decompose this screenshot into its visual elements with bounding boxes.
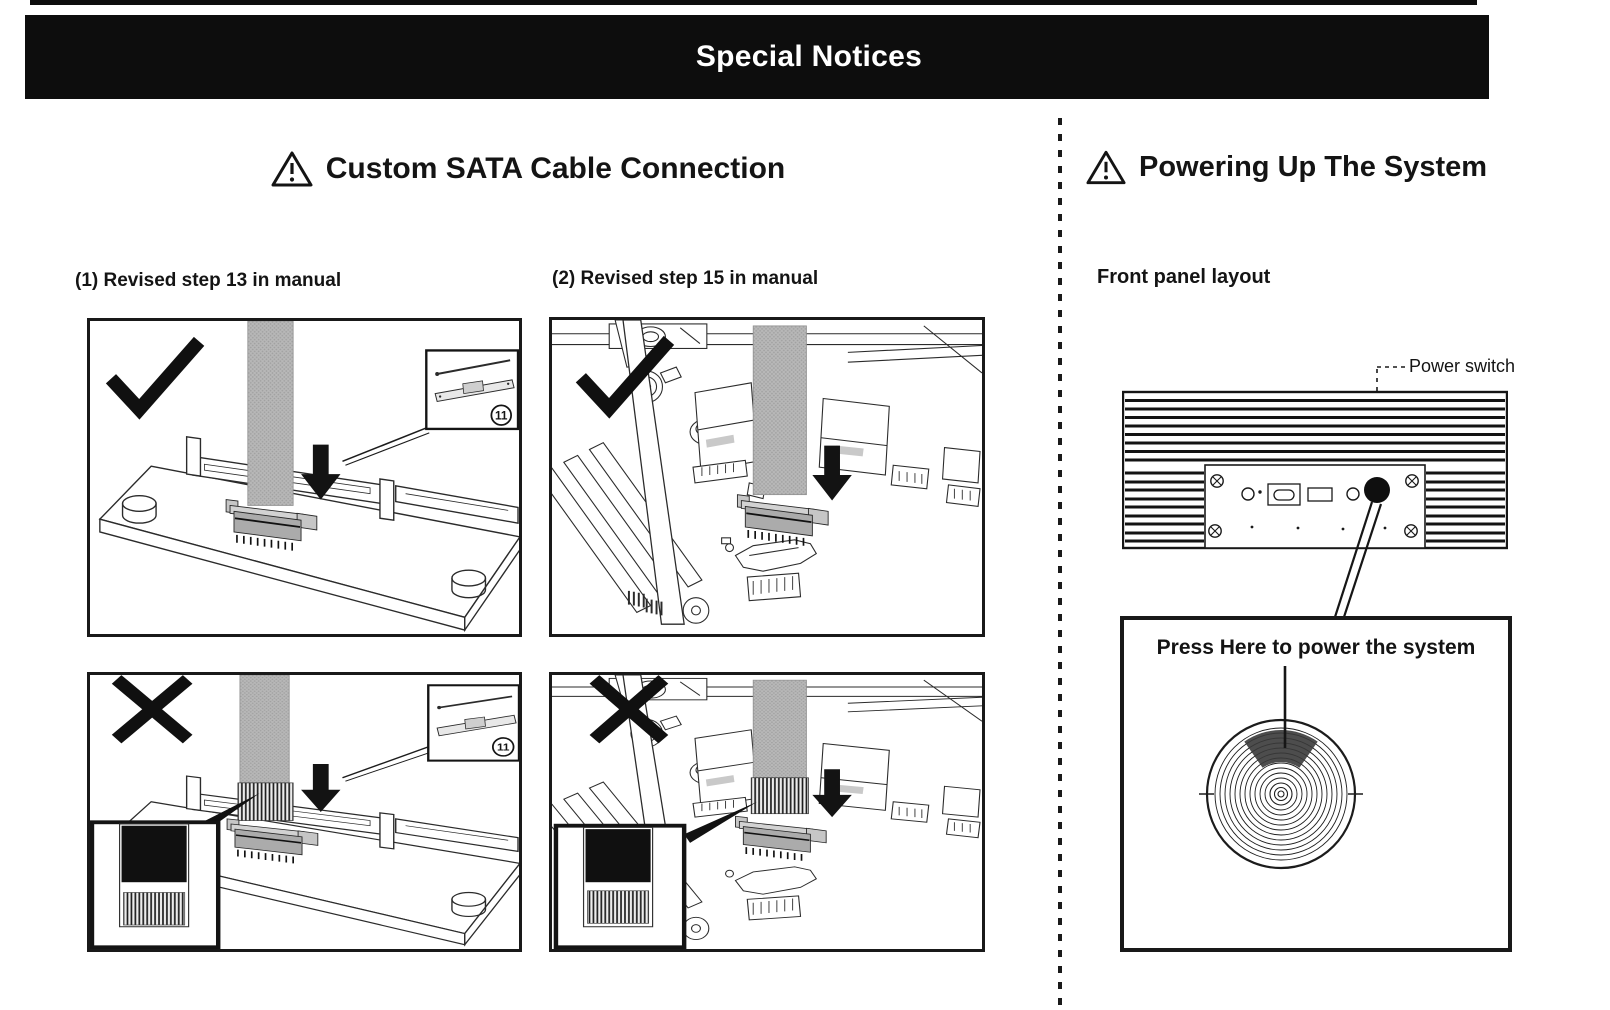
down-arrow-icon bbox=[301, 764, 340, 812]
top-edge-bar bbox=[30, 0, 1477, 5]
header-bar bbox=[25, 15, 1489, 99]
closeup-inset bbox=[556, 826, 684, 948]
press-here-label: Press Here to power the system bbox=[1156, 636, 1476, 659]
caption-step15: (2) Revised step 15 in manual bbox=[552, 268, 819, 289]
drive-tray-drawing bbox=[100, 437, 519, 630]
callout-inset-step11 bbox=[428, 685, 519, 760]
figure-step15-correct bbox=[549, 317, 985, 637]
cross-mark-icon bbox=[122, 684, 183, 735]
left-section-title-text: Custom SATA Cable Connection bbox=[325, 152, 786, 185]
ribbon-cable bbox=[751, 680, 808, 814]
inset-step-number: 11 bbox=[494, 408, 508, 423]
power-button-closeup bbox=[1124, 620, 1508, 948]
sata-connector bbox=[735, 816, 826, 861]
callout-inset-step11 bbox=[426, 350, 518, 428]
figure-step15-incorrect bbox=[549, 672, 985, 952]
pointer-line bbox=[342, 428, 429, 465]
caption-step13: (1) Revised step 13 in manual bbox=[75, 270, 342, 291]
panel-dot bbox=[1258, 490, 1261, 493]
recessed-panel bbox=[1205, 465, 1425, 548]
ribbon-cable bbox=[248, 321, 293, 505]
power-button-closeup-box bbox=[1120, 616, 1512, 952]
check-mark-icon bbox=[116, 347, 195, 410]
pointer-line bbox=[342, 747, 431, 781]
ribbon-cable bbox=[238, 675, 293, 821]
figure-step13-correct bbox=[87, 318, 522, 637]
section-divider bbox=[1058, 118, 1062, 1010]
right-section-title-text: Powering Up The System bbox=[1139, 151, 1488, 183]
figure-step13-incorrect bbox=[87, 672, 522, 952]
power-switch-label: Power switch bbox=[1409, 356, 1516, 376]
right-section-title bbox=[1086, 149, 1487, 186]
power-button[interactable] bbox=[1364, 477, 1390, 503]
inset-step-number: 11 bbox=[496, 742, 510, 754]
front-panel-drawing bbox=[1122, 355, 1508, 620]
left-section-title bbox=[0, 150, 1056, 188]
closeup-inset bbox=[92, 822, 218, 947]
sata-connector bbox=[737, 495, 828, 546]
warning-triangle-icon bbox=[1086, 149, 1126, 186]
front-panel-subtitle: Front panel layout bbox=[1097, 266, 1271, 288]
ribbon-cable bbox=[753, 326, 806, 495]
exposed-wires bbox=[751, 778, 808, 814]
page-title: Special Notices bbox=[695, 40, 923, 73]
warning-triangle-icon bbox=[271, 150, 313, 188]
